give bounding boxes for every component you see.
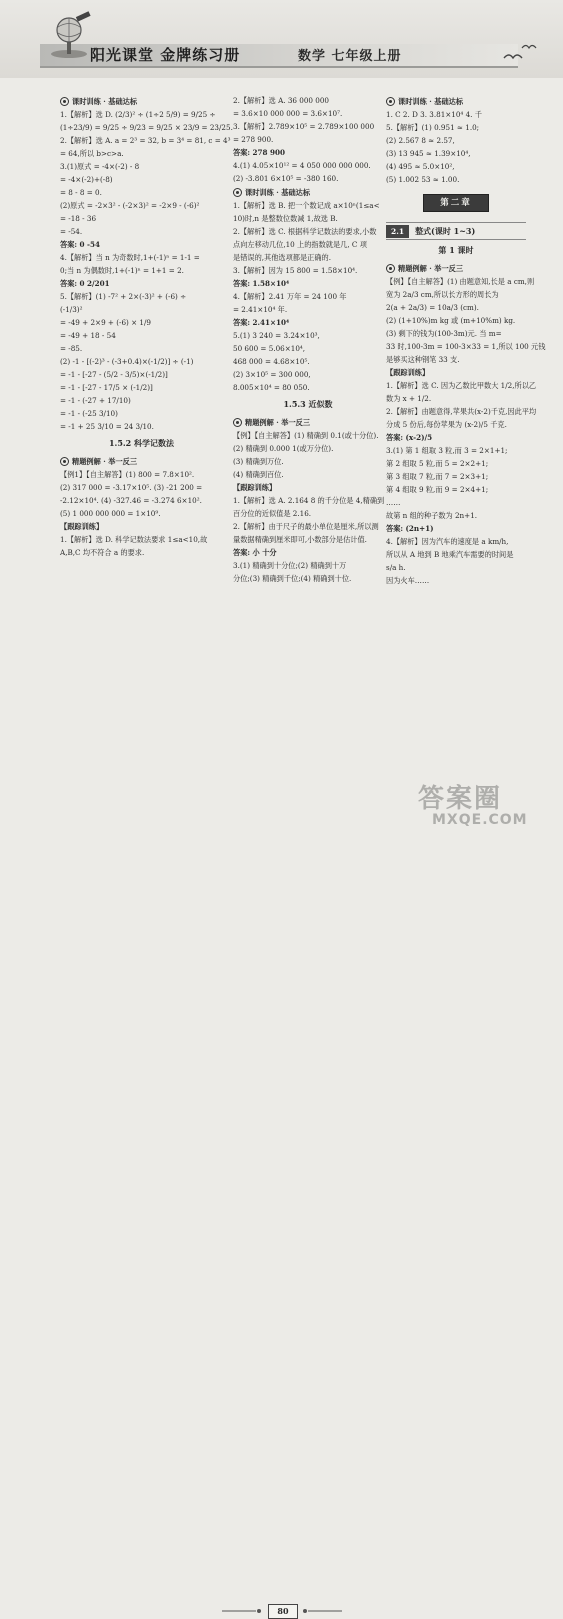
text-line: 4.【解析】当 n 为奇数时,1+(-1)ⁿ = 1-1 = — [60, 253, 200, 262]
text-line: = -49 + 18 - 54 — [60, 331, 116, 340]
text-line: = -1 - [-27 - 17/5 × (-1/2)] — [60, 383, 153, 392]
text-line: 2.【解析】选 A. 36 000 000 — [233, 96, 329, 105]
text-line: (5) 1.002 53 ≈ 1.00. — [386, 175, 460, 184]
section-heading: 精题例解 · 举一反三 — [386, 261, 526, 275]
text-line: 答案: 小 十分 — [233, 548, 277, 557]
column-left — [60, 94, 233, 559]
text-line: (3) 剩下的钱为(100-3m)元. 当 m= — [386, 329, 502, 338]
text-line: = -1 - (-25 3/10) — [60, 409, 118, 418]
section-heading: 精题例解 · 举一反三 — [60, 454, 223, 468]
brand-title: 阳光课堂 金牌练习册 — [90, 46, 241, 64]
text-line: 2(a + 2a/3) = 10a/3 (cm). — [386, 303, 479, 312]
text-line: (3) 13 945 ≈ 1.39×10⁴, — [386, 149, 471, 158]
text-line: -2.12×10⁴. (4) -327.46 = -3.274 6×10². — [60, 496, 202, 505]
answer-lines — [386, 108, 526, 186]
chapter-badge: 第二章 — [423, 194, 489, 212]
birds-icon — [500, 40, 540, 70]
text-line: 第 2 组取 5 粒,而 5 = 2×2+1; — [386, 459, 489, 468]
text-line: (2) 精确到 0.000 1(或万分位). — [233, 444, 334, 453]
text-line: 故第 n 组的种子数为 2n+1. — [386, 511, 478, 520]
text-line: 答案: 0 2/201 — [60, 279, 110, 288]
text-line: = -85. — [60, 344, 83, 353]
text-line: (4) 495 ≈ 5.0×10², — [386, 162, 455, 171]
text-line: 0;当 n 为偶数时,1+(-1)ⁿ = 1+1 = 2. — [60, 266, 184, 275]
text-line: = -18 - 36 — [60, 214, 97, 223]
text-line: 点向左移动几位,10 上的指数就是几, C 项 — [233, 240, 367, 249]
text-line: 【跟踪训练】 — [60, 522, 104, 531]
text-line: = -1 - (-27 + 17/10) — [60, 396, 131, 405]
left-ornament-icon — [222, 1608, 262, 1614]
globe-telescope-logo-icon — [46, 10, 92, 60]
text-line: 答案: 0 -54 — [60, 240, 101, 249]
text-line: (2) 317 000 = -3.17×10⁵. (3) -21 200 = — [60, 483, 203, 492]
text-line: 2.【解析】选 A. a = 2³ = 32, b = 3⁴ = 81, c = 4³ — [60, 136, 231, 145]
text-line: = 3.6×10 000 000 = 3.6×10⁷. — [233, 109, 343, 118]
bullet-icon — [233, 418, 242, 427]
text-line: = -4×(-2)+(-8) — [60, 175, 113, 184]
text-line: 所以从 A 地到 B 地乘汽车需要的时间是 — [386, 550, 514, 559]
answer-lines — [233, 429, 383, 585]
text-line: 2.【解析】由题意得,苹果共(x-2)千克,因此平均 — [386, 407, 537, 416]
text-line: (1÷23/9) = 9/25 ÷ 9/23 = 9/25 × 23/9 = 23/25. — [60, 123, 233, 132]
text-line: = -49 + 2×9 + (-6) × 1/9 — [60, 318, 152, 327]
lesson-title: 第 1 课时 — [438, 245, 474, 255]
answer-lines — [233, 94, 383, 185]
text-line: 【跟踪训练】 — [233, 483, 277, 492]
text-line: = 8 - 8 = 0. — [60, 188, 102, 197]
bullet-icon — [60, 97, 69, 106]
answer-lines — [386, 275, 546, 587]
text-line: 分成 5 份后,每份苹果为 (x-2)/5 千克. — [386, 420, 507, 429]
text-line: 1.【解析】选 C. 因为乙数比甲数大 1/2,所以乙 — [386, 381, 537, 390]
chapter-section-bar — [386, 222, 526, 240]
text-line: 5.【解析】(1) 0.951 ≈ 1.0; — [386, 123, 480, 132]
text-line: 分位;(3) 精确到千位;(4) 精确到十位. — [233, 574, 352, 583]
text-line: = 278 900. — [233, 135, 274, 144]
text-line: 百分位的近似值是 2.16. — [233, 509, 312, 518]
text-line: A,B,C 均不符合 a 的要求. — [60, 548, 145, 557]
text-line: (4) 精确到百位. — [233, 470, 284, 479]
right-ornament-icon — [302, 1608, 342, 1614]
watermark-url: MXQE.COM — [432, 812, 528, 828]
answer-lines — [60, 108, 233, 433]
text-line: 3.【解析】因为 15 800 = 1.58×10⁴. — [233, 266, 358, 275]
text-line: = 64,所以 b>c>a. — [60, 149, 124, 158]
text-line: 3.(1)原式 = -4×(-2) - 8 — [60, 162, 140, 171]
text-line: (2) (1+10%)m kg 或 (m+10%m) kg. — [386, 316, 516, 325]
page-number: 80 — [268, 1604, 298, 1619]
bullet-icon — [60, 457, 69, 466]
bullet-icon — [386, 97, 395, 106]
answer-lines — [233, 199, 383, 394]
text-line: s/a h. — [386, 563, 406, 572]
text-line: 2.【解析】由于尺子的最小单位是厘米,所以测 — [233, 522, 379, 531]
text-line: 2.【解析】选 C. 根据科学记数法的要求,小数 — [233, 227, 377, 236]
column-middle — [233, 94, 383, 585]
section-heading: 课时训练 · 基础达标 — [233, 185, 383, 199]
text-line: 因为火车…… — [386, 576, 430, 585]
section-title: 1.5.3 近似数 — [283, 399, 333, 409]
watermark-logo: 答案圈 — [418, 784, 503, 814]
text-line: (2)原式 = -2×3² - (-2×3)² = -2×9 - (-6)² — [60, 201, 200, 210]
text-line: = -54. — [60, 227, 83, 236]
text-line: 答案: 2.41×10⁴ — [233, 318, 290, 327]
text-line: = -1 + 25 3/10 = 24 3/10. — [60, 422, 154, 431]
text-line: 4.(1) 4.05×10¹² = 4 050 000 000 000. — [233, 161, 371, 170]
text-line: (2) -1 - [(-2)³ - (-3+0.4)×(-1/2)] ÷ (-1) — [60, 357, 194, 366]
text-line: = -1 - [-27 - (5/2 - 3/5)×(-1/2)] — [60, 370, 168, 379]
text-line: 5.【解析】(1) -7² + 2×(-3)² + (-6) ÷ — [60, 292, 187, 301]
text-line: 是够买这种钢笔 33 支. — [386, 355, 460, 364]
text-line: 468 000 = 4.68×10⁵. — [233, 357, 310, 366]
text-line: 1.【解析】选 B. 把一个数记成 a×10ⁿ(1≤a< — [233, 201, 380, 210]
text-line: (5) 1 000 000 000 = 1×10⁹. — [60, 509, 161, 518]
page-header — [0, 0, 563, 78]
text-line: 答案: (2n+1) — [386, 524, 434, 533]
text-line: (-1/3)² — [60, 305, 83, 314]
text-line: 答案: (x-2)/5 — [386, 433, 433, 442]
text-line: 4.【解析】2.41 万年 = 24 100 年 — [233, 292, 347, 301]
column-right — [386, 94, 546, 587]
text-line: 3.【解析】2.789×10⁵ = 2.789×100 000 — [233, 122, 375, 131]
text-line: 1.【解析】选 D. 科学记数法要求 1≤a<10,故 — [60, 535, 208, 544]
text-line: (2) 3×10⁵ = 300 000, — [233, 370, 311, 379]
section-heading: 课时训练 · 基础达标 — [386, 94, 526, 108]
text-line: 1.【解析】选 D. (2/3)² ÷ (1÷2 5/9) = 9/25 ÷ — [60, 110, 216, 119]
text-line: (2) 2.567 8 ≈ 2.57, — [386, 136, 455, 145]
text-line: (3) 精确到万位. — [233, 457, 284, 466]
text-line: 3.(1) 第 1 组取 3 粒,而 3 = 2×1+1; — [386, 446, 508, 455]
text-line: 5.(1) 3 240 = 3.24×10³, — [233, 331, 320, 340]
text-line: 是错误的,其他选项都是正确的. — [233, 253, 332, 262]
answer-lines — [60, 468, 223, 559]
section-heading: 精题例解 · 举一反三 — [233, 415, 383, 429]
text-line: 10)时,n 是整数位数减 1,故选 B. — [233, 214, 338, 223]
section-number-tag: 2.1 — [386, 225, 409, 238]
subject-grade-label: 数学 七年级上册 — [298, 49, 402, 64]
text-line: 【例】【自主解答】(1) 精确到 0.1(或十分位). — [233, 431, 379, 440]
text-line: 宽为 2a/3 cm,所以长方形的周长为 — [386, 290, 499, 299]
section-heading: 课时训练 · 基础达标 — [60, 94, 223, 108]
text-line: (2) -3.801 6×10⁵ = -380 160. — [233, 174, 339, 183]
text-line: 1.【解析】选 A. 2.164 8 的千分位是 4,精确到 — [233, 496, 385, 505]
text-line: 数为 x + 1/2. — [386, 394, 432, 403]
text-line: 第 4 组取 9 粒,而 9 = 2×4+1; — [386, 485, 489, 494]
text-line: 量数据精确到厘米即可,小数部分是估计值. — [233, 535, 367, 544]
text-line: 【例1】【自主解答】(1) 800 = 7.8×10². — [60, 470, 195, 479]
text-line: 第 3 组取 7 粒,而 7 = 2×3+1; — [386, 472, 489, 481]
text-line: 8.005×10⁴ = 80 050. — [233, 383, 310, 392]
text-line: = 2.41×10⁴ 年. — [233, 305, 288, 314]
text-line: 50 600 = 5.06×10⁴, — [233, 344, 306, 353]
text-line: 4.【解析】因为汽车的速度是 a km/h, — [386, 537, 509, 546]
section-title: 1.5.2 科学记数法 — [108, 438, 175, 448]
text-line: 【跟踪训练】 — [386, 368, 430, 377]
bullet-icon — [233, 188, 242, 197]
text-line: 答案: 1.58×10⁴ — [233, 279, 290, 288]
text-line: 3.(1) 精确到十分位;(2) 精确到十万 — [233, 561, 347, 570]
section-name: 整式(课时 1~3) — [415, 225, 476, 236]
text-line: 33 时,100-3m = 100-3×33 = 1,所以 100 元钱 — [386, 342, 546, 351]
text-line: 【例】【自主解答】(1) 由题意知,长是 a cm,则 — [386, 277, 535, 286]
bullet-icon — [386, 264, 395, 273]
text-line: 1. C 2. D 3. 3.81×10⁴ 4. 千 — [386, 110, 482, 119]
text-line: …… — [386, 498, 401, 507]
text-line: 答案: 278 900 — [233, 148, 286, 157]
